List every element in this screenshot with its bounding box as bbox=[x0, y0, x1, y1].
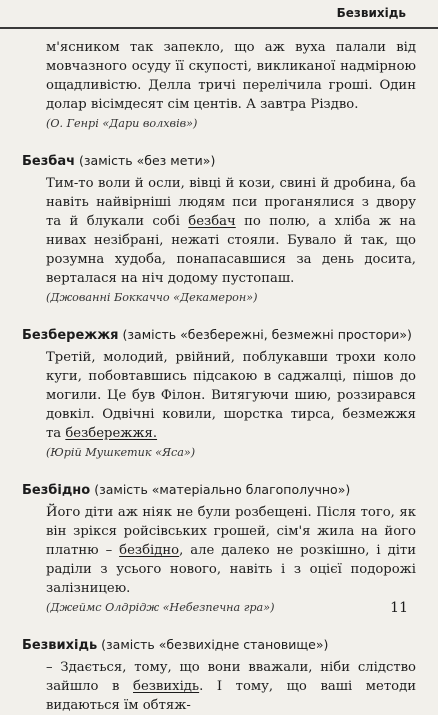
intro-block bbox=[22, 38, 416, 132]
entry-text-after: , але далеко не розкішно, і діти раділи з усього нового, навіть і з оцієї подорожі залізницею. bbox=[46, 543, 417, 596]
entry-highlight: безвихідь bbox=[133, 679, 200, 694]
entry-text bbox=[22, 503, 416, 598]
entry-source: (Юрій Мушкетик «Яса») bbox=[46, 446, 196, 459]
entry-heading bbox=[22, 325, 416, 345]
entry-bezbach bbox=[22, 151, 416, 306]
entry-word: Безбач bbox=[22, 154, 76, 169]
entry-note: (замість «безбережні, безмежні простори») bbox=[118, 327, 412, 342]
entry-text bbox=[22, 174, 416, 288]
entry-heading bbox=[22, 480, 416, 500]
entry-text bbox=[22, 658, 416, 715]
page-number: 11 bbox=[390, 600, 408, 616]
running-title: Безвихідь bbox=[331, 6, 410, 22]
entry-text-after: по полю, а хліба ж на нивах незібрані, нежаті стояли. Бувало й так, що розумна худоба, понапасавшися за день досита, верталася на ніч додому пустопаш. bbox=[46, 214, 417, 286]
page-content bbox=[22, 38, 416, 715]
entry-heading bbox=[22, 151, 416, 171]
entry-bezberezhzhia bbox=[22, 325, 416, 461]
entry-highlight: безбережжя. bbox=[65, 426, 158, 441]
entry-text-before: Тим-то воли й осли, вівці й кози, свині й дробина, ба навіть найвірніші людям пси проганялися з двору та й блукали собі bbox=[46, 176, 416, 229]
header-rule bbox=[0, 27, 438, 29]
entry-text bbox=[22, 348, 416, 443]
entry-text-before: – Здається, тому, що вони вважали, ніби слідство зайшло в bbox=[46, 660, 416, 694]
entry-note: (замість «матеріально благополучно») bbox=[90, 482, 351, 497]
entry-text-before: Його діти аж ніяк не були розбещені. Після того, як він зрікся ройсівських грошей, сім'я жила на його платню – bbox=[46, 505, 416, 558]
intro-text: м'ясником так запекло, що аж вуха палали від мовчазного осуду її скупості, викликаної надмірною ощадливістю. Делла тричі перелічила гроші. Один долар вісімдесят сім центів. А завтра Різдво. bbox=[46, 40, 416, 112]
entry-word: Безвихідь bbox=[22, 638, 98, 653]
entry-text-before: Третій, молодий, рвійний, поблукавши трохи коло куги, побовтавшись підсакою в саджалці, пішов до могили. Це був Філон. Витягуючи шию, роззирався довкіл. Одвічні ковили, шорстка тирса, безмежжя та bbox=[46, 350, 416, 441]
entry-bezvykhid bbox=[22, 635, 416, 715]
entry-source: (Джеймс Олдрідж «Небезпечна гра») bbox=[46, 601, 275, 614]
entry-highlight: безбач bbox=[188, 214, 236, 229]
entry-note: (замість «без мети») bbox=[75, 153, 216, 168]
entry-note: (замість «безвихідне становище») bbox=[97, 637, 329, 652]
entry-word: Безбідно bbox=[22, 483, 91, 498]
entry-heading bbox=[22, 635, 416, 655]
entry-word: Безбережжя bbox=[22, 328, 119, 343]
intro-source: (О. Генрі «Дари волхвів») bbox=[46, 117, 198, 130]
entry-source: (Джованні Боккаччо «Декамерон») bbox=[46, 291, 258, 304]
entry-text-after: . І тому, що ваші методи видаються їм обтяж- bbox=[46, 679, 416, 713]
entry-bezbidno bbox=[22, 480, 416, 616]
entry-highlight: безбідно bbox=[119, 543, 180, 558]
